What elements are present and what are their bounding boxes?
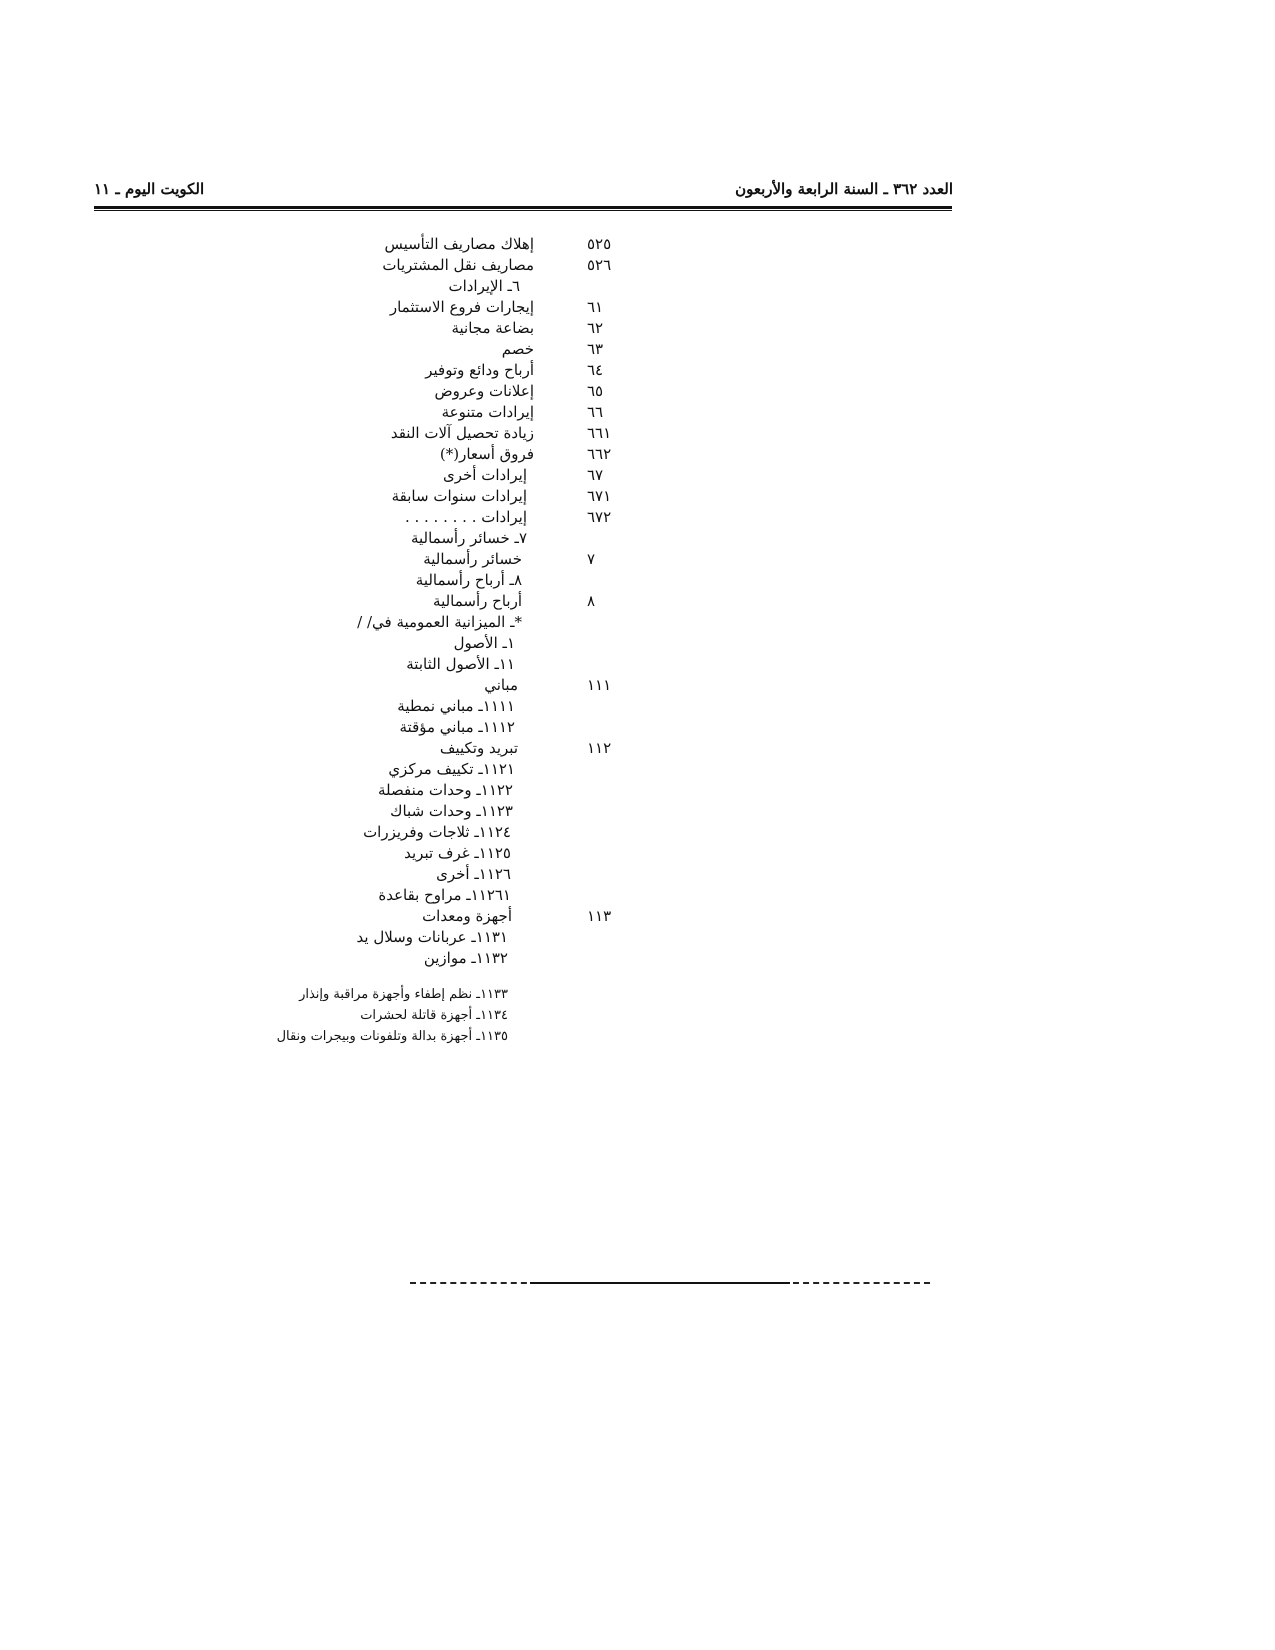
account-label: ٧ـ خسائر رأسمالية (410, 529, 527, 547)
account-label: إيجارات فروع الاستثمار (389, 298, 534, 316)
account-code: ٦٦٢ (587, 445, 612, 463)
account-label: ١١٣٢ـ موازين (423, 949, 508, 967)
account-label: إهلاك مصاريف التأسيس (384, 235, 534, 253)
account-label: مصاريف نقل المشتريات (382, 256, 534, 274)
account-code: ٦٦ (587, 403, 604, 421)
account-label: أرباح رأسمالية (433, 592, 522, 610)
account-label: خسائر رأسمالية (423, 550, 522, 568)
account-code: ٦٦١ (587, 424, 612, 442)
account-label: إيرادات سنوات سابقة (391, 487, 527, 505)
account-code: ٦١ (587, 298, 604, 316)
account-code: ٨ (587, 592, 596, 610)
account-label: ١١١٢ـ مباني مؤقتة (399, 718, 515, 736)
account-label: ١١٣٤ـ أجهزة قاتلة لحشرات (360, 1008, 508, 1023)
account-label: ١١٢٣ـ وحدات شباك (390, 802, 513, 820)
account-label: ١١٢٥ـ غرف تبريد (404, 844, 511, 862)
account-label: ١ـ الأصول (453, 634, 515, 652)
account-label: ١١٢٦ـ أخرى (436, 865, 511, 883)
account-label: خصم (501, 340, 534, 358)
page-header-left: الكويت اليوم ـ ١١ (94, 180, 205, 198)
account-label: أجهزة ومعدات (422, 907, 512, 925)
account-label: ١١٢٢ـ وحدات منفصلة (377, 781, 513, 799)
account-label: ٦ـ الإيرادات (448, 277, 520, 295)
account-code: ٥٢٥ (587, 235, 612, 253)
account-label: ١١ـ الأصول الثابتة (406, 655, 515, 673)
account-label: مباني (484, 676, 518, 694)
footer-rule (410, 1282, 930, 1284)
account-label: فروق أسعار(*) (439, 445, 534, 463)
account-label: أرباح ودائع وتوفير (425, 361, 534, 379)
account-label: تبريد وتكييف (439, 739, 518, 757)
account-label: إيرادات متنوعة (441, 403, 534, 421)
account-code: ٥٢٦ (587, 256, 612, 274)
account-label: ١١٣٥ـ أجهزة بدالة وتلفونات وبيجرات ونقال (276, 1029, 508, 1044)
account-code: ٦٧ (587, 466, 604, 484)
account-code: ١١٢ (587, 739, 612, 757)
account-label: ١١٢٦١ـ مراوح بقاعدة (378, 886, 511, 904)
account-code: ٦٧٢ (587, 508, 612, 526)
account-label: زيادة تحصيل آلات النقد (390, 424, 534, 442)
account-label: بضاعة مجانية (451, 319, 534, 337)
account-label: ١١٢١ـ تكييف مركزي (388, 760, 515, 778)
account-code: ٦٧١ (587, 487, 612, 505)
account-label: إعلانات وعروض (434, 382, 534, 400)
account-code: ١١٣ (587, 907, 612, 925)
account-label: *ـ الميزانية العمومية في/ / (357, 613, 522, 631)
account-code: ٦٤ (587, 361, 604, 379)
header-rule (94, 206, 952, 211)
account-code: ٦٥ (587, 382, 604, 400)
account-label: إيرادات . . . . . . . . (404, 508, 527, 526)
account-label: ٨ـ أرباح رأسمالية (415, 571, 522, 589)
page-header-right: العدد ٣٦٢ ـ السنة الرابعة والأربعون (735, 180, 953, 198)
account-code: ٦٣ (587, 340, 604, 358)
account-code: ٦٢ (587, 319, 604, 337)
account-code: ١١١ (587, 676, 612, 694)
account-label: ١١٣١ـ عربانات وسلال يد (356, 928, 508, 946)
account-label: ١١٢٤ـ ثلاجات وفريزرات (363, 823, 511, 841)
account-label: إيرادات أخرى (443, 466, 527, 484)
account-code: ٧ (587, 550, 596, 568)
account-label: ١١٣٣ـ نظم إطفاء وأجهزة مراقبة وإنذار (299, 987, 508, 1002)
account-label: ١١١١ـ مباني نمطية (397, 697, 515, 715)
